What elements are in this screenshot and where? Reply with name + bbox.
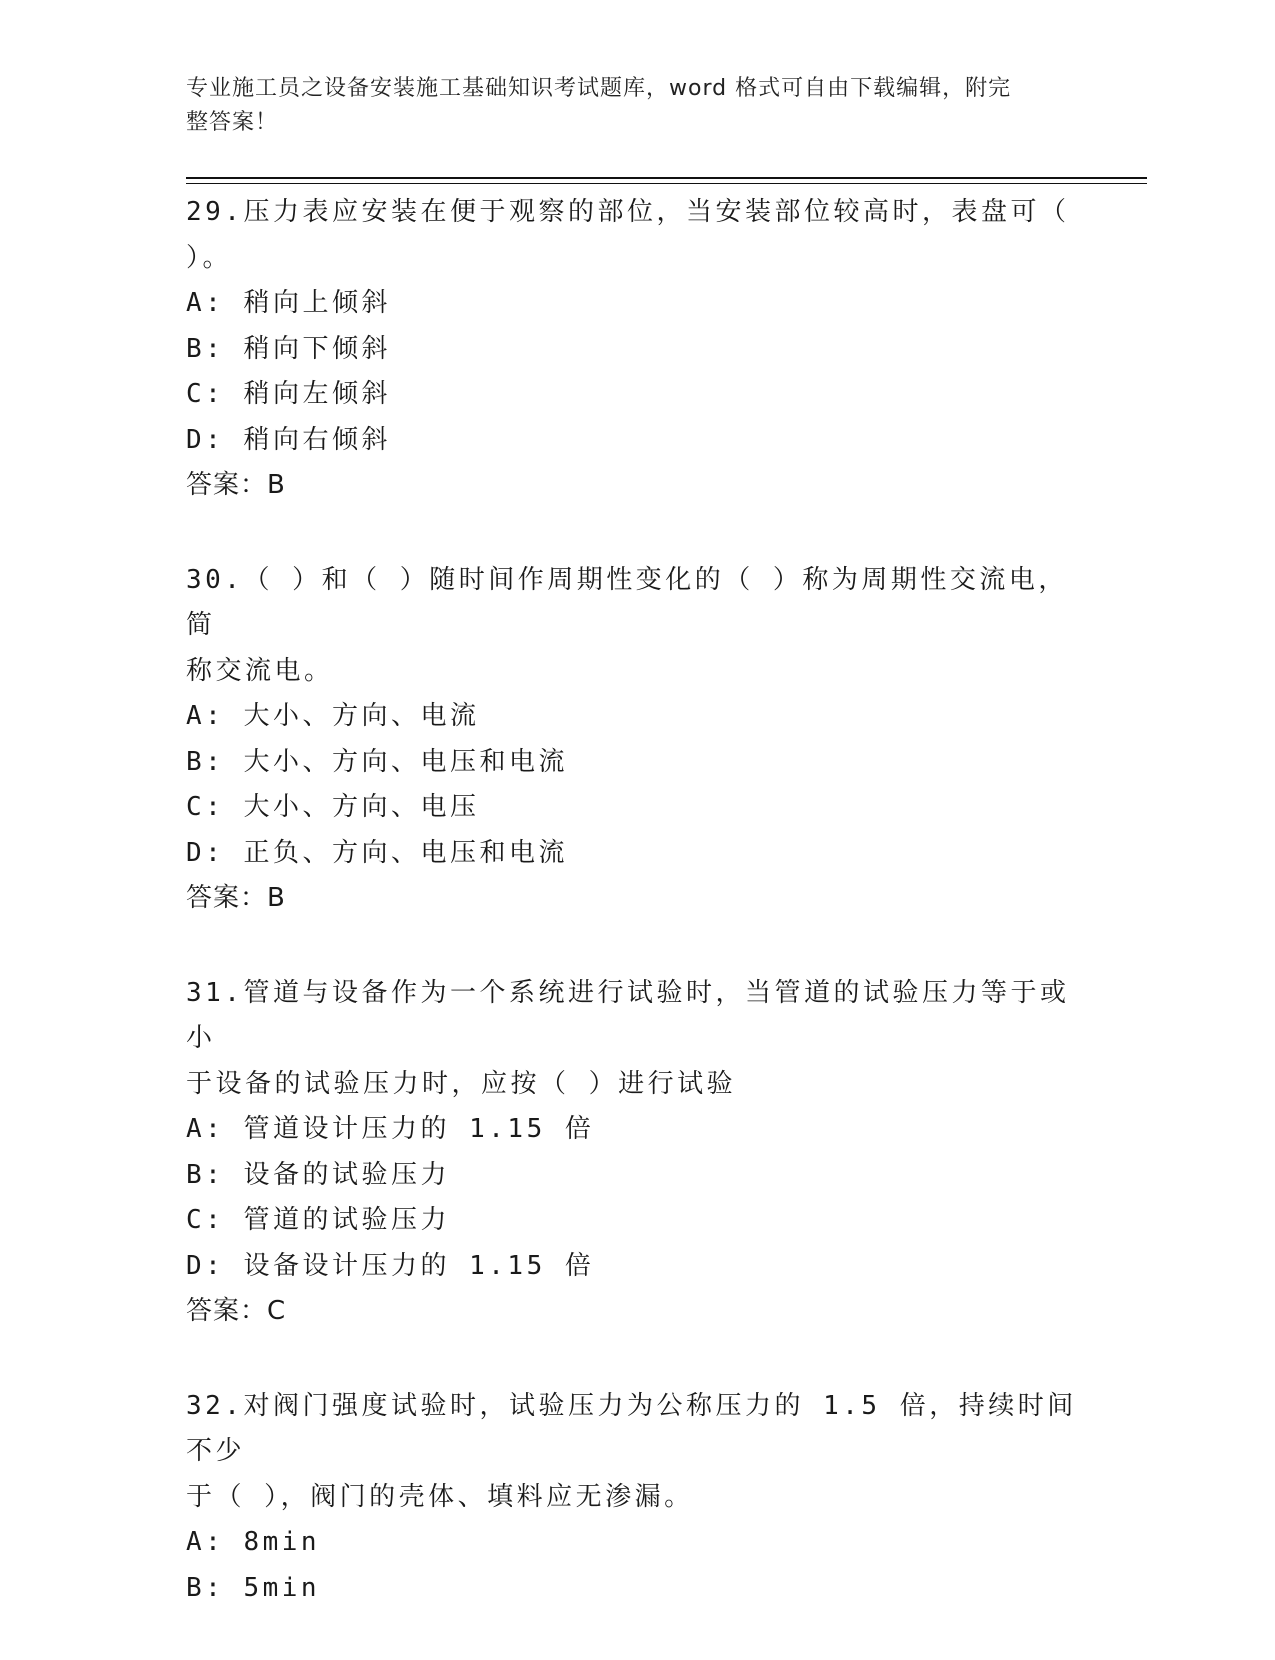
header-divider-thin [186, 183, 1147, 184]
header-title-line1: 专业施工员之设备安装施工基础知识考试题库，word 格式可自由下载编辑，附完 [186, 76, 1012, 101]
header-divider-thick [186, 177, 1147, 179]
question-29 [186, 190, 1086, 509]
question-stem: 称交流电。 [186, 655, 334, 686]
header-title-line2: 整答案！ [186, 110, 279, 135]
option-c: C: 管道的试验压力 [186, 1205, 450, 1235]
option-a: A: 管道设计压力的 1.15 倍 [186, 1114, 595, 1144]
option-b: B: 大小、方向、电压和电流 [186, 746, 568, 777]
question-list [186, 190, 1086, 1660]
question-stem: 29.压力表应安装在便于观察的部位，当安装部位较高时，表盘可（ [186, 197, 1070, 227]
option-a: A: 8min [186, 1527, 321, 1557]
option-d: D: 稍向右倾斜 [186, 424, 391, 455]
option-b: B: 设备的试验压力 [186, 1159, 450, 1190]
option-c: C: 稍向左倾斜 [186, 379, 391, 409]
answer: 答案：B [186, 470, 286, 500]
option-d: D: 设备设计压力的 1.15 倍 [186, 1250, 595, 1281]
question-32 [186, 1384, 1086, 1612]
question-stem: 32.对阀门强度试验时，试验压力为公称压力的 1.5 倍，持续时间不少 [186, 1390, 1077, 1466]
question-stem: 于（ ），阀门的壳体、填料应无渗漏。 [186, 1481, 694, 1512]
option-a: A: 大小、方向、电流 [186, 701, 480, 731]
option-c: C: 大小、方向、电压 [186, 792, 480, 822]
question-stem: 31.管道与设备作为一个系统进行试验时，当管道的试验压力等于或小 [186, 977, 1070, 1053]
question-stem: ）。 [186, 242, 233, 273]
option-b: B: 5min [186, 1572, 321, 1603]
question-stem: 于设备的试验压力时，应按（ ）进行试验 [186, 1068, 737, 1099]
option-d: D: 正负、方向、电压和电流 [186, 837, 568, 868]
option-a: A: 稍向上倾斜 [186, 288, 391, 318]
option-b: B: 稍向下倾斜 [186, 333, 391, 364]
question-31 [186, 971, 1086, 1335]
question-stem: 30.（ ）和（ ）随时间作周期性变化的（ ）称为周期性交流电，简 [186, 564, 1068, 640]
answer: 答案：B [186, 883, 286, 913]
question-30 [186, 558, 1086, 922]
document-header [186, 72, 1086, 140]
answer: 答案：C [186, 1296, 287, 1326]
